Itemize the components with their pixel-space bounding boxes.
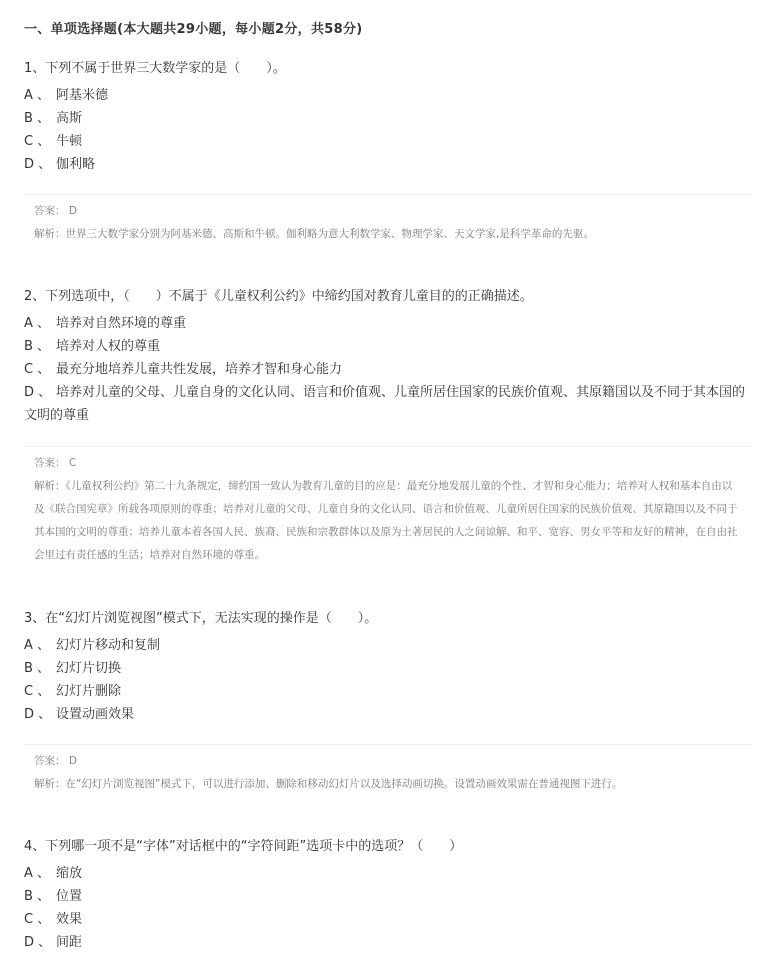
answer-box-1 (24, 194, 752, 254)
option-a[interactable] (24, 312, 756, 335)
answer: 答案： D (34, 755, 77, 767)
option-b[interactable] (24, 107, 756, 130)
option-label: C 、 (24, 684, 51, 699)
question-3 (24, 608, 756, 726)
option-text: 高斯 (56, 111, 83, 126)
option-label: B 、 (24, 339, 51, 354)
question-4 (24, 836, 756, 954)
option-text: 效果 (56, 912, 83, 927)
answer-box-3 (24, 744, 752, 804)
option-label: A 、 (24, 866, 51, 881)
option-b[interactable] (24, 657, 756, 680)
answer-box-2 (24, 446, 752, 575)
option-text: 阿基米德 (56, 88, 109, 103)
option-text: 缩放 (56, 866, 83, 881)
option-text: 设置动画效果 (56, 707, 135, 722)
option-text: 间距 (56, 935, 83, 950)
option-c[interactable] (24, 358, 756, 381)
question-stem: 3、在“幻灯片浏览视图”模式下，无法实现的操作是（ ）。 (24, 611, 378, 626)
question-stem: 2、下列选项中，（ ）不属于《儿童权利公约》中缔约国对教育儿童目的的正确描述。 (24, 289, 533, 304)
option-a[interactable] (24, 862, 756, 885)
explanation: 解析：《儿童权利公约》第二十九条规定，缔约国一致认为教育儿童的目的应是：最充分地发展儿童的个性、才智和身心能力；培养对人权和基本自由以及《联合国宪章》所载各项原则的尊重；培养对儿童的父母、儿童自身的文化认同、语言和价值观、儿童所居住国家的民族价值观、其原籍国以及不同于其本国的文明的尊重；培养儿童本着各国人民、族裔、民族和宗教群体以及原为土著居民的人之间谅解、和平、宽容、男女平等和友好的精神，在自由社会里过有责任感的生活；培养对自然环境的尊重。 (34, 480, 738, 561)
option-text: 伽利略 (56, 157, 96, 172)
option-text: 幻灯片切换 (56, 661, 122, 676)
option-label: D 、 (24, 935, 52, 950)
option-a[interactable] (24, 84, 756, 107)
question-1 (24, 58, 756, 176)
option-text: 幻灯片移动和复制 (56, 638, 161, 653)
option-d[interactable] (24, 153, 756, 176)
option-text: 牛顿 (56, 134, 83, 149)
question-stem: 4、下列哪一项不是“字体”对话框中的“字符间距”选项卡中的选项？（ ） (24, 839, 463, 854)
option-c[interactable] (24, 130, 756, 153)
option-d[interactable] (24, 381, 756, 427)
option-label: B 、 (24, 111, 51, 126)
section-title: 一、单项选择题(本大题共29小题，每小题2分，共58分) (24, 22, 363, 37)
answer: 答案： C (34, 457, 77, 469)
option-label: D 、 (24, 157, 52, 172)
explanation: 解析：世界三大数学家分别为阿基米德、高斯和牛顿。伽利略为意大利数学家、物理学家、天文学家,是科学革命的先驱。 (34, 228, 594, 240)
option-label: C 、 (24, 362, 51, 377)
option-label: D 、 (24, 707, 52, 722)
option-text: 位置 (56, 889, 83, 904)
explanation: 解析：在“幻灯片浏览视图”模式下，可以进行添加、删除和移动幻灯片以及选择动画切换。设置动画效果需在普通视图下进行。 (34, 778, 623, 790)
option-b[interactable] (24, 885, 756, 908)
option-text: 幻灯片删除 (56, 684, 122, 699)
option-label: A 、 (24, 316, 51, 331)
option-label: D 、 (24, 385, 52, 400)
option-label: B 、 (24, 889, 51, 904)
option-text: 最充分地培养儿童共性发展，培养才智和身心能力 (56, 362, 343, 377)
option-b[interactable] (24, 335, 756, 358)
option-text: 培养对自然环境的尊重 (56, 316, 187, 331)
option-d[interactable] (24, 703, 756, 726)
answer: 答案： D (34, 205, 77, 217)
question-2 (24, 286, 756, 427)
option-a[interactable] (24, 634, 756, 657)
option-text: 培养对人权的尊重 (56, 339, 161, 354)
option-label: A 、 (24, 88, 51, 103)
option-label: A 、 (24, 638, 51, 653)
question-stem: 1、下列不属于世界三大数学家的是（ ）。 (24, 61, 286, 76)
option-label: B 、 (24, 661, 51, 676)
option-c[interactable] (24, 908, 756, 931)
option-d[interactable] (24, 931, 756, 954)
option-label: C 、 (24, 134, 51, 149)
option-c[interactable] (24, 680, 756, 703)
option-text: 培养对儿童的父母、儿童自身的文化认同、语言和价值观、儿童所居住国家的民族价值观、其原籍国以及不同于其本国的文明的尊重 (24, 385, 746, 423)
option-label: C 、 (24, 912, 51, 927)
